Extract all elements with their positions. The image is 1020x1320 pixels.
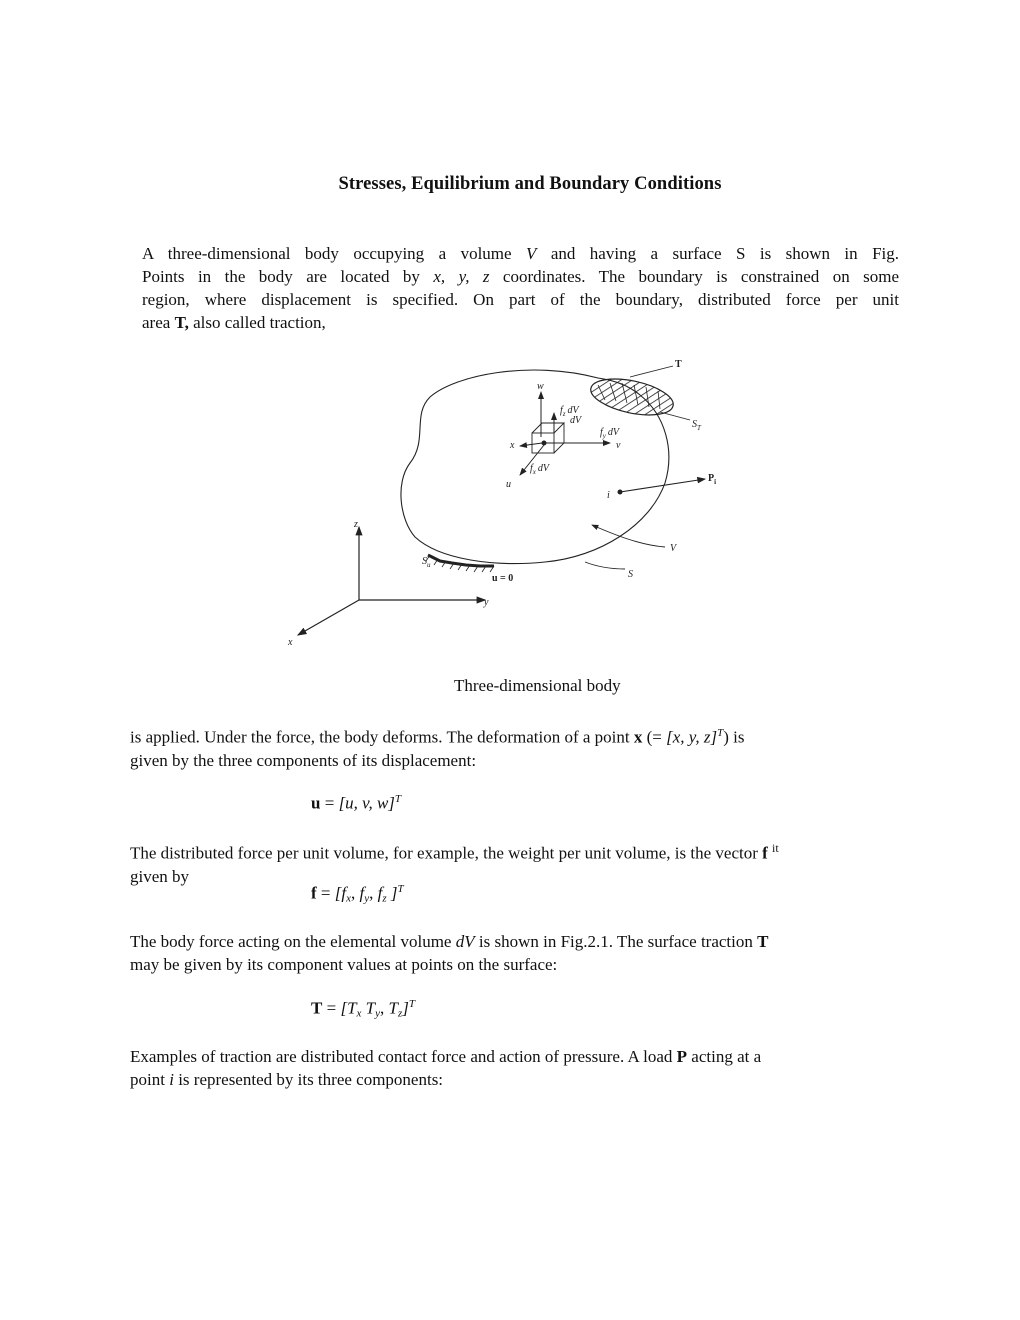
fixed-boundary-hatch: [428, 555, 494, 566]
paragraph-line: The body force acting on the elemental volume dV is shown in Fig.2.1. The surface traction T: [130, 932, 769, 951]
paragraph-line: Points in the body are located by x, y, z coordinates. The boundary is constrained on some: [142, 267, 900, 286]
label-i: i: [607, 490, 610, 501]
s-leader: [585, 562, 625, 569]
label-u: u: [506, 479, 511, 490]
traction-leader: [630, 366, 673, 377]
paragraph-line: A three-dimensional body occupying a volume V and having a surface S is shown in Fig.: [142, 244, 900, 263]
equation-body-force: $f = [f_x$, $f_y$, $f_z$ ]$^T$: [311, 883, 404, 905]
label-axis-y: y: [484, 597, 489, 608]
label-fy-dV: $f_y$ dV: [600, 427, 619, 440]
label-axis-x: x: [288, 637, 293, 648]
paragraph-deformation: [130, 722, 890, 772]
label-fz-dV: $f_z$ dV: [560, 405, 579, 418]
paragraph-line: Examples of traction are distributed contact force and action of pressure. A load P acting at a: [130, 1047, 762, 1066]
axis-x-arrow: [520, 443, 542, 446]
elemental-volume-cube: [532, 423, 564, 453]
page-title: Stresses, Equilibrium and Boundary Conditions: [338, 174, 722, 194]
label-v: v: [616, 440, 621, 451]
paragraph-line: point i is represented by its three components:: [130, 1070, 444, 1089]
equation-traction: $T = [T_x$ $T_y$, $T_z]^T$: [311, 998, 416, 1020]
paragraph-line: The distributed force per unit volume, for example, the weight per unit volume, is the vector f $^{it}$: [130, 841, 779, 863]
element-point: [542, 441, 547, 446]
label-P: $P_i$: [708, 473, 717, 486]
three-dimensional-body-figure: [280, 355, 760, 655]
label-ST: $S_T$: [692, 419, 701, 432]
paragraph-surface-traction: [130, 930, 890, 976]
label-w: w: [537, 381, 544, 392]
label-x: x: [510, 440, 515, 451]
paragraph-intro: [142, 242, 899, 334]
label-V: V: [670, 543, 677, 554]
paragraph-line: area T, also called traction,: [142, 313, 326, 332]
label-dV: dV: [570, 415, 582, 426]
paragraph-point-load: [130, 1045, 890, 1091]
paragraph-line: given by: [130, 866, 190, 886]
equation-displacement: u = [u, v, w]$^T$: [311, 793, 402, 813]
st-leader: [660, 412, 690, 420]
label-fx-dV: $f_x$ dV: [530, 463, 549, 476]
paragraph-body-force: [130, 837, 905, 888]
paragraph-line: may be given by its component values at points on the surface:: [130, 955, 558, 974]
paragraph-line: region, where displacement is specified. On part of the boundary, distributed force per unit: [142, 290, 899, 309]
label-axis-z: z: [354, 519, 358, 530]
figure-caption: Three-dimensional body: [454, 676, 621, 695]
global-x-axis: [298, 600, 359, 635]
traction-patch: [588, 373, 677, 422]
label-u-zero: u = 0: [492, 573, 514, 584]
label-Su: $S_u$: [422, 556, 431, 569]
v-leader: [592, 525, 665, 547]
paragraph-line: given by the three components of its displacement:: [130, 750, 477, 770]
paragraph-line: is applied. Under the force, the body deforms. The deformation of a point x (= [x, y, z]$^T$) is: [130, 727, 745, 747]
label-T: T: [675, 359, 682, 370]
label-S: S: [628, 569, 633, 580]
